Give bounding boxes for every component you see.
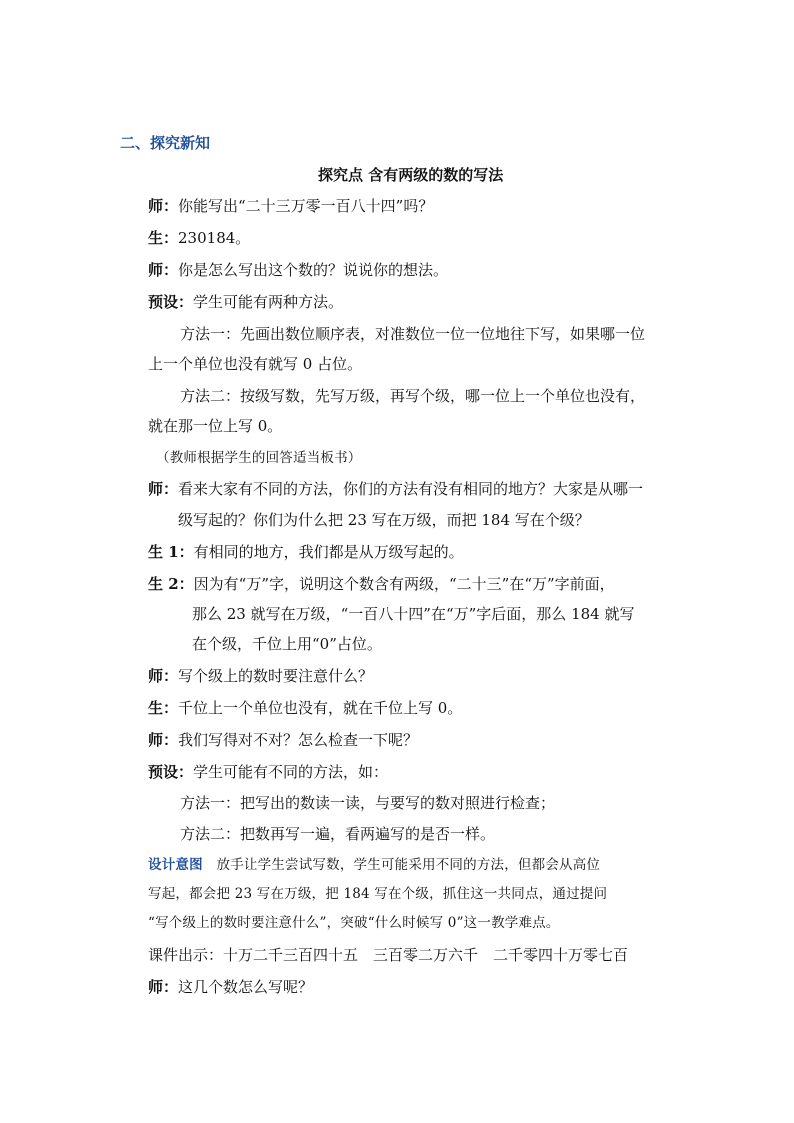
dialogue-line-teacher-2	[148, 260, 448, 280]
speaker-label: 师：	[148, 731, 179, 749]
speaker-label: 师：	[148, 667, 179, 685]
speaker-label: 生：	[148, 699, 179, 717]
dialogue-line-student-3-cont-2: 在个级，千位上用“0”占位。	[192, 635, 382, 653]
dialogue-line-teacher-4	[148, 666, 373, 686]
speaker-label: 生 1：	[148, 543, 194, 561]
courseware-number-1: 十万二千三百四十五	[223, 946, 359, 964]
design-intent-text: 放手让学生尝试写数，学生可能采用不同的方法，但都会从高位	[216, 857, 601, 873]
dialogue-line-teacher-3-cont: 级写起的？你们为什么把 23 写在万级，而把 184 写在个级？	[178, 511, 590, 529]
dialogue-line-student-3	[148, 574, 615, 594]
courseware-label: 课件出示：	[148, 946, 224, 964]
design-intent-line-2: 写起，都会把 23 写在万级，把 184 写在个级，抓住这一共同点，通过提问	[148, 886, 608, 902]
dialogue-line-teacher-3	[148, 479, 643, 499]
dialogue-line-preset-2	[148, 762, 388, 782]
dialogue-line-student-2	[148, 542, 464, 562]
check-method-one: 方法一：把写出的数读一读，与要写的数对照进行检查；	[180, 794, 556, 812]
check-method-two: 方法二：把数再写一遍，看两遍写的是否一样。	[180, 825, 496, 843]
dialogue-line-teacher-final	[148, 977, 313, 997]
speaker-label: 预设：	[148, 293, 194, 311]
dialogue-text: 学生可能有不同的方法，如：	[193, 763, 389, 781]
dialogue-line-teacher-1	[148, 196, 433, 216]
section-subheading: 探究点 含有两级的数的写法	[318, 166, 504, 184]
courseware-number-3: 二千零四十万零七百	[493, 946, 629, 964]
speaker-label: 师：	[148, 480, 179, 498]
speaker-label: 师：	[148, 978, 179, 996]
method-two-line-1: 方法二：按级写数，先写万级，再写个级，哪一位上一个单位也没有，	[180, 387, 646, 405]
dialogue-text: 因为有“万”字，说明这个数含有两级，“二十三”在“万”字前面，	[193, 575, 615, 593]
courseware-number-2: 三百零二万六千	[373, 946, 479, 964]
speaker-label: 师：	[148, 261, 179, 279]
dialogue-text: 这几个数怎么写呢？	[178, 978, 314, 996]
dialogue-text: 看来大家有不同的方法，你们的方法有没有相同的地方？大家是从哪一	[178, 480, 644, 498]
dialogue-line-preset-1	[148, 292, 343, 312]
dialogue-text: 写个级上的数时要注意什么？	[178, 667, 374, 685]
speaker-label: 生 2：	[148, 575, 194, 593]
speaker-label: 生：	[148, 229, 179, 247]
design-intent-line-3: “写个级上的数时要注意什么”，突破“什么时候写 0”这一教学难点。	[148, 915, 560, 931]
design-intent-label: 设计意图	[148, 857, 203, 873]
dialogue-line-student-3-cont-1: 那么 23 就写在万级，“一百八十四”在“万”字后面，那么 184 就写	[192, 605, 635, 623]
method-one-line-2: 上一个单位也没有就写 0 占位。	[148, 355, 363, 373]
board-note: （教师根据学生的回答适当板书）	[156, 450, 362, 466]
dialogue-text: 230184。	[178, 229, 251, 247]
dialogue-text: 有相同的地方，我们都是从万级写起的。	[193, 543, 464, 561]
method-two-line-2: 就在那一位上写 0。	[148, 417, 283, 435]
speaker-label: 预设：	[148, 763, 194, 781]
section-heading: 二、探究新知	[120, 134, 211, 152]
dialogue-line-teacher-5	[148, 730, 418, 750]
design-intent-line-1	[148, 855, 600, 875]
speaker-label: 师：	[148, 197, 179, 215]
method-one-line-1: 方法一：先画出数位顺序表，对准数位一位一位地往下写，如果哪一位	[180, 325, 646, 343]
dialogue-text: 你能写出“二十三万零一百八十四”吗？	[178, 197, 434, 215]
dialogue-line-student-4	[148, 698, 462, 718]
dialogue-text: 我们写得对不对？怎么检查一下呢？	[178, 731, 419, 749]
dialogue-line-student-1	[148, 228, 250, 248]
dialogue-text: 学生可能有两种方法。	[193, 293, 344, 311]
dialogue-text: 千位上一个单位也没有，就在千位上写 0。	[178, 699, 463, 717]
courseware-line	[148, 945, 628, 965]
dialogue-text: 你是怎么写出这个数的？说说你的想法。	[178, 261, 449, 279]
